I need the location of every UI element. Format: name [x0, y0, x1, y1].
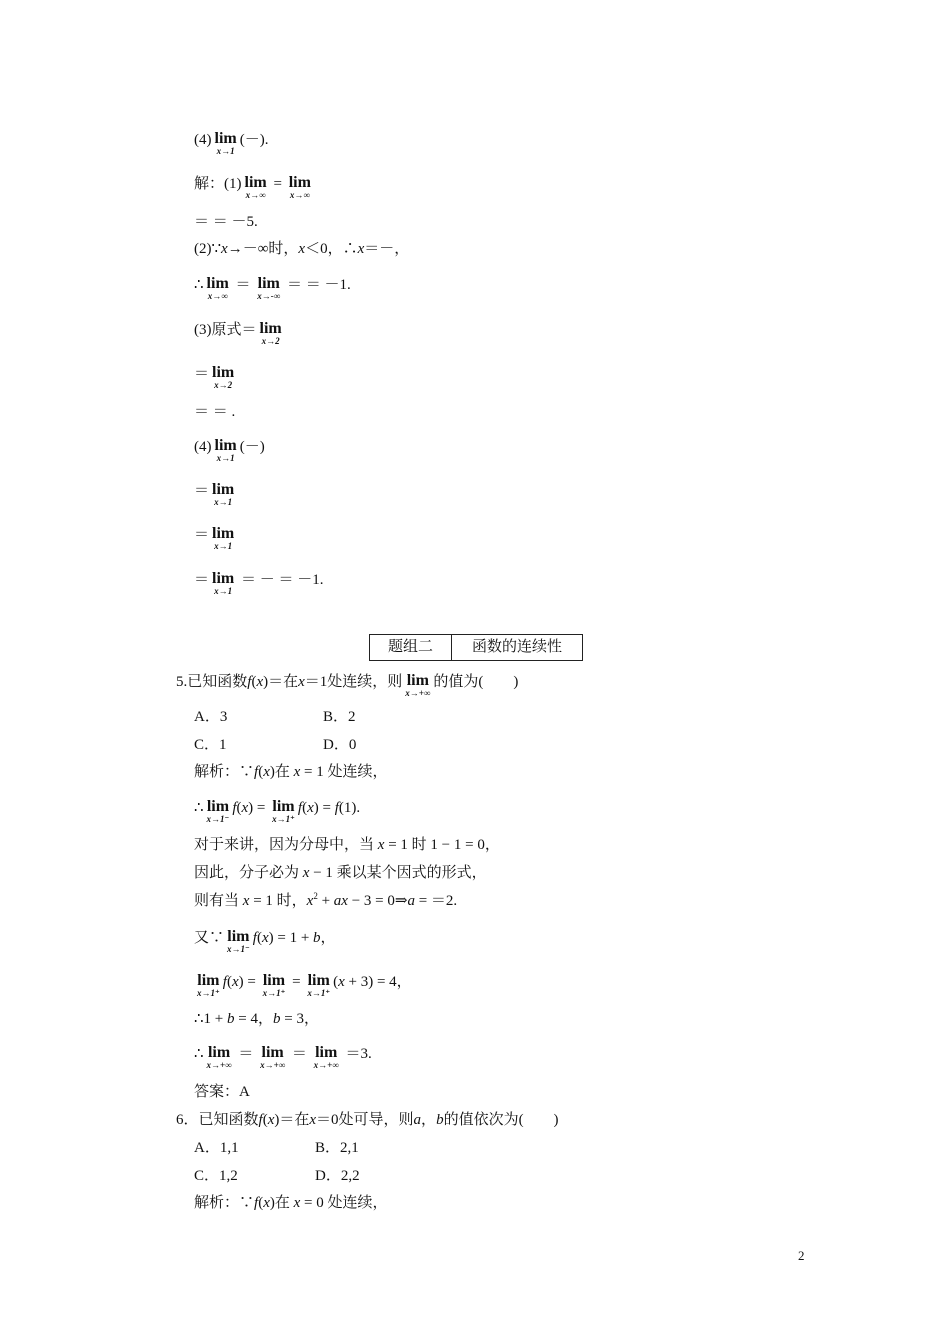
limit-operator: [215, 438, 237, 463]
limit-subscript: x→1: [214, 541, 233, 551]
text-run: 6．已知函数: [176, 1112, 259, 1128]
limit-subscript: x→+∞: [313, 1060, 339, 1070]
math-variable: ax: [333, 893, 348, 909]
text-run: (: [251, 673, 257, 690]
limit-subscript: x→1: [216, 453, 235, 463]
math-variable: x: [293, 1195, 301, 1211]
text-run: (: [302, 799, 308, 816]
limit-subscript: x→1⁺: [307, 988, 331, 998]
text-run: ∴: [194, 1045, 204, 1062]
text-run: ＝ ＝ －1.: [283, 276, 351, 293]
limit-operator: [307, 973, 330, 998]
math-variable: x: [261, 929, 269, 946]
limit-word: lim: [257, 275, 280, 292]
limit-word: lim: [214, 437, 237, 454]
text-run: →－∞时，: [227, 241, 299, 257]
limit-operator: [212, 526, 234, 551]
text-run: 答案：A: [194, 1084, 250, 1100]
limit-subscript: x→1⁺: [272, 814, 295, 824]
math-variable: x: [306, 893, 314, 909]
text-run: (: [236, 799, 242, 816]
limit-subscript: x→1⁻: [206, 814, 230, 824]
text-run: 对于来讲，因为分母中，当: [194, 837, 378, 853]
math-variable: f: [254, 1195, 259, 1211]
text-run: = 4，: [234, 1011, 273, 1027]
limit-operator: [260, 321, 282, 346]
limit-operator: [207, 1045, 232, 1070]
text-line: [194, 891, 457, 911]
math-variable: x: [263, 764, 270, 780]
text-run: + 3) = 4，: [344, 973, 412, 990]
math-variable: f: [334, 799, 339, 816]
math-variable: f: [254, 764, 259, 780]
text-run: ＝0处可导，则: [316, 1112, 414, 1128]
text-run: ＝: [194, 482, 210, 499]
text-run: = 1 时 1 − 1 = 0，: [384, 837, 500, 853]
text-run: 解：(1): [194, 175, 242, 192]
section-title: 函数的连续性: [471, 639, 562, 655]
limit-word: lim: [212, 364, 235, 381]
math-variable: x: [298, 241, 306, 257]
limit-operator: [314, 1045, 339, 1070]
limit-operator: [212, 571, 234, 596]
limit-subscript: x→+∞: [405, 688, 431, 698]
limit-subscript: x→1: [216, 146, 235, 156]
text-run: A．1,1: [194, 1140, 239, 1156]
limit-subscript: x→-∞: [257, 291, 281, 301]
limit-operator: [212, 482, 234, 507]
text-run: C．1,2: [194, 1168, 238, 1184]
math-variable: f: [222, 973, 227, 990]
limit-word: lim: [207, 1044, 231, 1061]
text-run: ) =: [248, 799, 270, 816]
text-run: 解析：∵: [194, 1195, 255, 1211]
text-line: [194, 273, 351, 301]
limit-word: lim: [227, 928, 250, 945]
text-line: [194, 707, 227, 727]
text-run: ∴1 +: [194, 1011, 228, 1027]
text-run: )在: [269, 1195, 294, 1211]
math-variable: f: [247, 673, 252, 690]
text-line: [194, 835, 500, 855]
text-line: [194, 735, 227, 755]
text-line: [194, 479, 237, 507]
text-line: [194, 128, 269, 156]
text-run: ＝ － ＝ －1.: [237, 571, 324, 588]
text-run: = 3，: [280, 1011, 319, 1027]
limit-operator: [272, 799, 295, 824]
text-run: B．2,1: [315, 1140, 359, 1156]
text-run: )在: [269, 764, 294, 780]
text-line: [194, 926, 336, 954]
text-run: C．1: [194, 737, 227, 753]
text-run: ＝ ＝ －5.: [194, 214, 258, 230]
text-run: (2)∵: [194, 241, 222, 257]
limit-subscript: x→1⁺: [197, 988, 220, 998]
limit-operator: [212, 365, 234, 390]
text-line: [194, 1009, 319, 1029]
text-line: [194, 318, 285, 346]
text-line: [194, 762, 388, 782]
text-line: [323, 735, 356, 755]
math-variable: a: [413, 1112, 422, 1128]
text-run: (: [262, 1112, 268, 1128]
text-line: [176, 670, 519, 698]
text-run: ) =: [313, 799, 335, 816]
text-run: 的值为( ): [433, 673, 519, 690]
limit-subscript: x→1: [214, 586, 233, 596]
text-run: (: [258, 764, 264, 780]
page-number: 2: [798, 1248, 805, 1263]
limit-operator: [405, 673, 430, 698]
text-run: (: [333, 973, 339, 990]
text-run: ) = 1 +: [268, 929, 314, 946]
math-variable: x: [256, 673, 264, 690]
text-line: [194, 1082, 250, 1102]
math-variable: b: [272, 1011, 281, 1027]
math-superscript: 2: [313, 891, 318, 901]
text-run: (3)原式＝: [194, 321, 257, 338]
math-variable: x: [338, 973, 345, 990]
text-run: = 1 处连续，: [300, 764, 388, 780]
text-line: [194, 1193, 388, 1213]
limit-subscript: x→+∞: [260, 1060, 286, 1070]
text-line: [194, 863, 487, 883]
section-header-table: [369, 634, 583, 661]
text-line: [194, 1042, 372, 1070]
text-line: [323, 707, 356, 727]
limit-subscript: x→2: [261, 336, 280, 346]
text-run: (－).: [239, 131, 269, 148]
text-run: = ＝2.: [414, 893, 458, 909]
text-run: − 1 乘以某个因式的形式，: [309, 865, 487, 881]
text-line: [194, 523, 237, 551]
text-run: ＝: [288, 1045, 311, 1062]
math-variable: x: [242, 893, 250, 909]
text-line: [194, 796, 361, 824]
math-variable: x: [307, 799, 314, 816]
text-run: (: [226, 973, 232, 990]
text-line: [194, 172, 314, 200]
limit-operator: [260, 1045, 285, 1070]
text-run: ＝: [194, 365, 210, 382]
text-run: ，: [421, 1112, 437, 1128]
limit-word: lim: [206, 275, 229, 292]
math-variable: b: [436, 1112, 444, 1128]
limit-subscript: x→+∞: [206, 1060, 232, 1070]
text-run: 因此，分子必为: [194, 865, 303, 881]
text-run: 的值依次为( ): [443, 1112, 559, 1128]
section-label: 题组二: [370, 635, 452, 660]
limit-word: lim: [262, 972, 286, 989]
text-line: [194, 568, 324, 596]
math-variable: f: [258, 1112, 263, 1128]
limit-subscript: x→1⁻: [227, 944, 250, 954]
text-run: ＝1处连续，则: [304, 673, 403, 690]
text-line: [194, 1138, 239, 1158]
limit-word: lim: [406, 672, 429, 689]
math-variable: x: [241, 799, 249, 816]
text-run: ＝－，: [364, 241, 410, 257]
limit-word: lim: [315, 1044, 338, 1061]
text-run: =: [288, 973, 305, 990]
text-run: A．3: [194, 709, 228, 725]
text-run: D．0: [323, 737, 357, 753]
math-variable: x: [263, 1195, 270, 1211]
text-run: ∴: [194, 276, 204, 293]
limit-operator: [215, 131, 237, 156]
math-variable: x: [231, 973, 239, 990]
text-run: 又∵: [194, 929, 225, 946]
limit-word: lim: [206, 798, 230, 815]
text-run: 则有当: [194, 893, 243, 909]
text-run: )＝在: [274, 1112, 310, 1128]
text-run: ∴: [194, 799, 204, 816]
text-run: ，: [320, 929, 336, 946]
text-run: (4): [194, 131, 212, 148]
limit-operator: [263, 973, 286, 998]
text-line: [194, 970, 412, 998]
limit-word: lim: [272, 798, 295, 815]
text-run: )＝在: [263, 673, 299, 690]
math-variable: f: [252, 929, 257, 946]
math-variable: x: [221, 241, 228, 257]
math-variable: f: [232, 799, 237, 816]
limit-subscript: x→∞: [207, 291, 228, 301]
limit-operator: [207, 276, 229, 301]
math-variable: x: [357, 241, 365, 257]
limit-word: lim: [214, 130, 237, 147]
text-line: [315, 1138, 359, 1158]
text-run: ＝: [231, 276, 255, 293]
limit-operator: [257, 276, 280, 301]
limit-word: lim: [259, 320, 282, 337]
limit-word: lim: [197, 972, 220, 989]
limit-word: lim: [212, 481, 235, 498]
limit-word: lim: [261, 1044, 284, 1061]
text-line: [315, 1166, 360, 1186]
limit-word: lim: [288, 174, 311, 191]
text-run: = 0 处连续，: [300, 1195, 388, 1211]
limit-subscript: x→1: [214, 497, 233, 507]
text-line: [194, 212, 258, 232]
text-line: [194, 239, 409, 259]
text-run: +: [317, 893, 334, 909]
text-run: = 1 时，: [249, 893, 307, 909]
text-run: 5.已知函数: [176, 673, 248, 690]
math-variable: a: [407, 893, 415, 909]
text-run: ) =: [238, 973, 260, 990]
text-run: ＝: [194, 526, 210, 543]
limit-operator: [197, 973, 220, 998]
limit-operator: [245, 175, 267, 200]
text-line: [194, 1166, 238, 1186]
text-run: B．2: [323, 709, 356, 725]
math-variable: x: [267, 1112, 275, 1128]
text-run: ＝: [194, 571, 210, 588]
text-line: [194, 402, 235, 422]
text-run: D．2,2: [315, 1168, 360, 1184]
limit-subscript: x→∞: [245, 190, 266, 200]
limit-operator: [227, 929, 250, 954]
limit-word: lim: [212, 525, 235, 542]
text-run: ＜0，∴: [305, 241, 358, 257]
math-variable: x: [309, 1112, 317, 1128]
limit-operator: [289, 175, 311, 200]
text-run: (1).: [338, 799, 361, 816]
math-variable: f: [297, 799, 303, 816]
limit-word: lim: [212, 570, 235, 587]
text-line: [194, 435, 265, 463]
text-run: ＝: [234, 1045, 258, 1062]
text-run: − 3 = 0⇒: [347, 893, 408, 909]
limit-subscript: x→2: [214, 380, 233, 390]
limit-operator: [207, 799, 230, 824]
text-run: =: [269, 175, 286, 192]
limit-word: lim: [307, 972, 330, 989]
text-run: (－): [239, 438, 265, 455]
math-variable: x: [298, 673, 305, 690]
limit-subscript: x→1⁺: [262, 988, 286, 998]
math-variable: b: [227, 1011, 235, 1027]
text-run: ＝ ＝ .: [194, 404, 236, 420]
math-variable: x: [302, 865, 310, 881]
text-run: (4): [194, 438, 212, 455]
limit-word: lim: [244, 174, 267, 191]
text-run: (: [256, 929, 262, 946]
text-run: 解析：∵: [194, 764, 255, 780]
math-variable: x: [377, 837, 385, 853]
text-run: (: [258, 1195, 264, 1211]
text-line: [194, 362, 237, 390]
limit-subscript: x→∞: [289, 190, 310, 200]
math-variable: b: [313, 929, 321, 946]
math-variable: x: [293, 764, 301, 780]
text-run: ＝3.: [341, 1045, 372, 1062]
text-line: [176, 1110, 559, 1130]
